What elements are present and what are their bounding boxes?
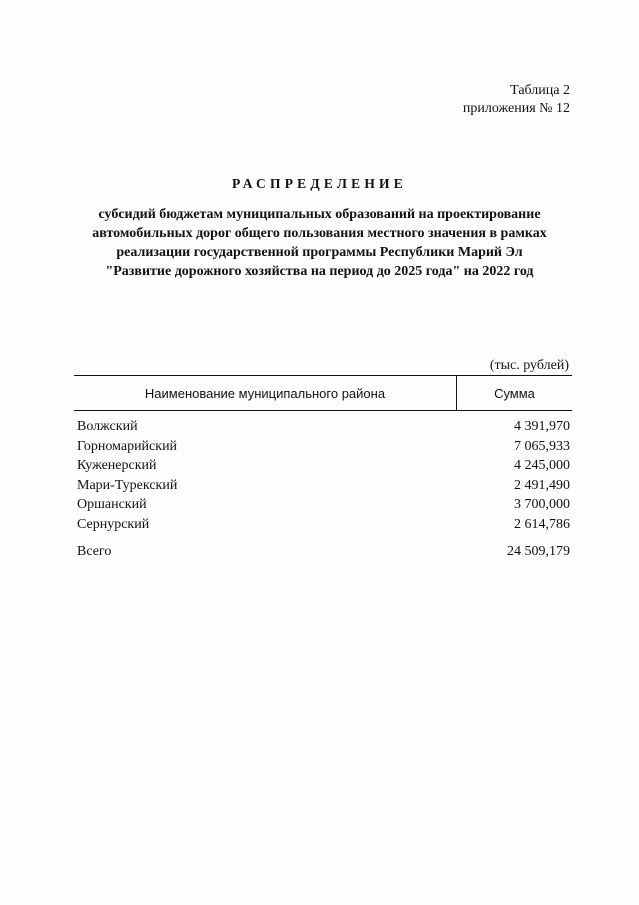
district-name: Куженерский [77,458,157,474]
total-label: Всего [77,543,112,559]
district-name: Горномарийский [77,438,178,454]
table-row [74,515,572,535]
total-sum: 24 509,179 [507,543,570,559]
table-row [74,417,572,437]
subtitle-line-4: "Развитие дорожного хозяйства на период до 2025 года" на 2022 год [105,264,534,279]
table-total-row [74,542,572,561]
district-sum: 4 245,000 [514,458,570,474]
district-sum: 7 065,933 [514,438,570,454]
table-body [74,417,572,561]
district-sum: 2 491,490 [514,477,570,493]
table-row [74,456,572,476]
table-header [74,375,572,411]
annex-appendix-number: приложения № 12 [462,101,570,116]
document-subtitle [60,205,579,281]
distribution-table [74,375,572,561]
header-district-name: Наименование муниципального района [74,376,457,410]
subtitle-line-3: реализации государственной программы Республики Марий Эл [116,245,523,260]
header-sum: Сумма [494,385,535,401]
subtitle-line-1: субсидий бюджетам муниципальных образований на проектирование [98,207,541,222]
district-name: Волжский [77,419,138,434]
table-row [74,476,572,496]
district-name: Сернурский [77,516,150,532]
units-note: (тыс. рублей) [489,358,569,373]
subtitle-line-2: автомобильных дорог общего пользования местного значения в рамках [92,226,547,241]
table-row [74,495,572,515]
annex-table-number: Таблица 2 [510,83,570,98]
district-sum: 4 391,970 [514,419,570,434]
district-sum: 2 614,786 [514,516,570,532]
annex-reference [463,82,570,118]
district-name: Мари-Турекский [77,477,178,493]
district-sum: 3 700,000 [514,497,570,513]
document-title: РАСПРЕДЕЛЕНИЕ [232,176,407,191]
table-row [74,437,572,457]
district-name: Оршанский [77,497,147,513]
